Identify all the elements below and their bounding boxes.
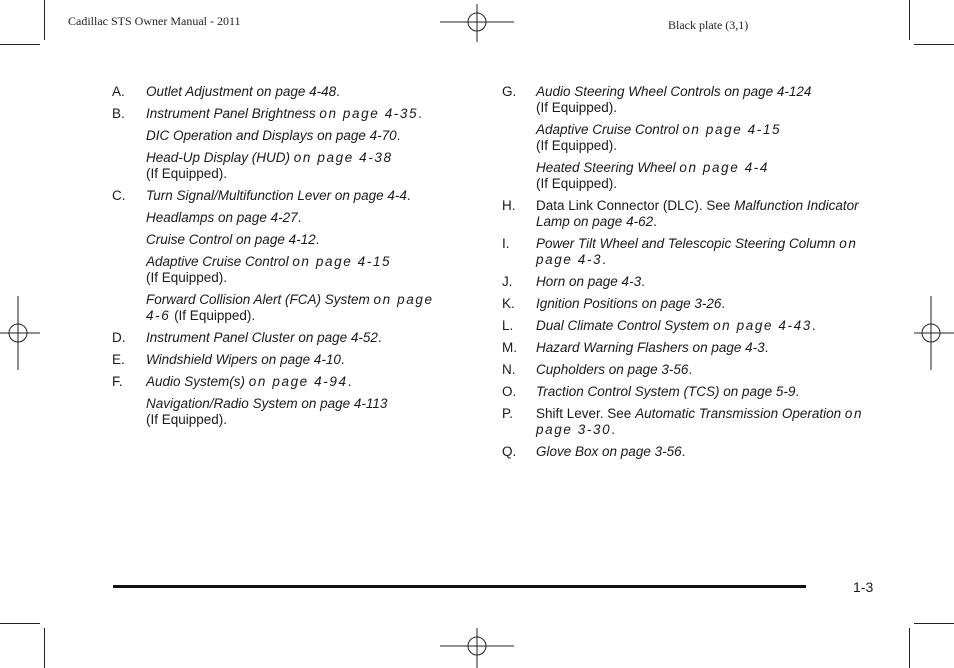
plain-text: . <box>418 106 422 121</box>
legend-item <box>146 210 442 226</box>
legend-entry <box>112 84 442 100</box>
cross-reference-text: Outlet Adjustment on page 4-48 <box>146 84 337 99</box>
legend-item <box>146 352 442 368</box>
footer-rule <box>113 585 806 588</box>
plain-text: . <box>681 444 686 459</box>
plain-text: . <box>611 422 615 437</box>
plain-text: . <box>602 252 606 267</box>
equipment-note: (If Equipped). <box>146 270 228 285</box>
equipment-note: (If Equipped). <box>146 412 228 427</box>
cross-reference-text: Automatic Transmission Operation <box>635 406 845 421</box>
legend-letter: F. <box>112 374 123 389</box>
legend-entry <box>502 406 882 438</box>
legend-entry <box>502 384 882 400</box>
legend-entry <box>112 374 442 428</box>
legend-item <box>536 444 882 460</box>
legend-item <box>146 374 442 390</box>
cross-reference-text: Traction Control System (TCS) on page 5-9 <box>536 384 796 399</box>
cross-reference-text: on page 4-35 <box>319 106 419 121</box>
legend-item <box>536 384 882 400</box>
cross-reference-text: Forward Collision Alert (FCA) System <box>146 292 374 307</box>
cross-reference-text: Heated Steering Wheel <box>536 160 680 175</box>
registration-mark-bottom <box>440 628 514 668</box>
cross-reference-text: Hazard Warning Flashers on page 4-3 <box>536 340 765 355</box>
plain-text: . <box>315 232 320 247</box>
plain-text: . <box>653 214 657 229</box>
legend-letter: J. <box>502 274 513 289</box>
left-column <box>112 84 442 434</box>
plain-text: (If Equipped). <box>170 308 256 323</box>
legend-item <box>536 122 882 154</box>
plain-text: . <box>340 352 345 367</box>
legend-entry <box>502 236 882 268</box>
legend-letter: H. <box>502 198 516 213</box>
legend-letter: I. <box>502 236 510 251</box>
registration-mark-top <box>440 4 514 42</box>
cross-reference-text: Instrument Panel Brightness <box>146 106 320 121</box>
legend-item <box>146 188 442 204</box>
legend-item <box>146 292 442 324</box>
crop-mark <box>44 628 45 668</box>
cross-reference-text: Adaptive Cruise Control <box>536 122 683 137</box>
legend-letter: N. <box>502 362 516 377</box>
crop-mark <box>909 0 910 40</box>
legend-item <box>536 84 882 116</box>
cross-reference-text: Dual Climate Control System <box>536 318 714 333</box>
legend-item <box>146 106 442 122</box>
plain-text: . <box>641 274 645 289</box>
cross-reference-text: on page 4-3 <box>536 236 858 267</box>
plain-text: . <box>795 384 800 399</box>
right-column <box>502 84 882 466</box>
crop-mark <box>914 44 954 45</box>
cross-reference-text: Audio Steering Wheel Controls on page 4-124 <box>536 84 812 99</box>
legend-letter: E. <box>112 352 125 367</box>
crop-mark <box>44 0 45 40</box>
cross-reference-text: on page 4-4 <box>679 160 770 175</box>
legend-letter: P. <box>502 406 514 421</box>
crop-mark <box>0 623 40 624</box>
equipment-note: (If Equipped). <box>536 100 618 115</box>
registration-mark-right <box>914 296 954 370</box>
legend-letter: L. <box>502 318 514 333</box>
legend-item <box>146 128 442 144</box>
legend-letter: D. <box>112 330 126 345</box>
legend-item <box>536 318 882 334</box>
plain-text: . <box>406 188 411 203</box>
cross-reference-text: Cupholders on page 3-56 <box>536 362 689 377</box>
legend-letter: M. <box>502 340 517 355</box>
equipment-note: (If Equipped). <box>536 176 618 191</box>
legend-entry <box>502 318 882 334</box>
plain-text: . <box>347 374 352 389</box>
legend-item <box>146 232 442 248</box>
plain-text: Shift Lever. See <box>536 406 636 421</box>
legend-entry <box>502 340 882 356</box>
plain-text: . <box>297 210 302 225</box>
legend-letter: O. <box>502 384 517 399</box>
plain-text: . <box>688 362 693 377</box>
legend-item <box>536 160 882 192</box>
legend-item <box>536 236 882 268</box>
plain-text: . <box>377 330 382 345</box>
legend-item <box>146 254 442 286</box>
cross-reference-text: Malfunction Indicator Lamp on page 4-62 <box>536 198 859 229</box>
legend-item <box>536 198 882 230</box>
cross-reference-text: on page 4-94 <box>248 374 348 389</box>
legend-letter: G. <box>502 84 517 99</box>
cross-reference-text: on page 4-15 <box>682 122 782 137</box>
registration-mark-left <box>0 296 40 370</box>
legend-entry <box>502 198 882 230</box>
legend-entry <box>112 188 442 324</box>
cross-reference-text: Audio System(s) <box>146 374 249 389</box>
legend-letter: K. <box>502 296 515 311</box>
cross-reference-text: Navigation/Radio System on page 4-113 <box>146 396 388 411</box>
legend-entry <box>112 106 442 182</box>
cross-reference-text: Windshield Wipers on page 4-10 <box>146 352 341 367</box>
plain-text: . <box>336 84 340 99</box>
legend-entry <box>502 84 882 192</box>
legend-item <box>536 340 882 356</box>
cross-reference-text: Instrument Panel Cluster on page 4-52 <box>146 330 378 345</box>
legend-item <box>536 296 882 312</box>
plain-text: Data Link Connector (DLC). See <box>536 198 735 213</box>
plain-text: . <box>396 128 401 143</box>
legend-item <box>146 150 442 182</box>
cross-reference-text: on page 3-30 <box>536 406 864 437</box>
legend-item <box>146 84 442 100</box>
cross-reference-text: on page 4-38 <box>293 150 393 165</box>
legend-item <box>146 330 442 346</box>
cross-reference-text: Glove Box on page 3-56 <box>536 444 682 459</box>
legend-letter: Q. <box>502 444 517 459</box>
legend-item <box>146 396 442 428</box>
legend-letter: C. <box>112 188 126 203</box>
page-number: 1-3 <box>853 579 874 595</box>
legend-entry <box>502 444 882 460</box>
cross-reference-text: on page 4-6 <box>146 292 434 323</box>
legend-item <box>536 274 882 290</box>
plate-label: Black plate (3,1) <box>668 18 749 32</box>
equipment-note: (If Equipped). <box>146 166 228 181</box>
legend-entry <box>502 296 882 312</box>
cross-reference-text: Cruise Control on page 4-12 <box>146 232 316 247</box>
crop-mark <box>909 628 910 668</box>
cross-reference-text: Adaptive Cruise Control <box>146 254 293 269</box>
crop-mark <box>914 623 954 624</box>
plain-text: . <box>811 318 816 333</box>
cross-reference-text: Head-Up Display (HUD) <box>146 150 294 165</box>
legend-item <box>536 362 882 378</box>
cross-reference-text: on page 4-15 <box>292 254 392 269</box>
cross-reference-text: Headlamps on page 4-27 <box>146 210 298 225</box>
legend-entry <box>502 274 882 290</box>
plain-text: . <box>721 296 726 311</box>
cross-reference-text: Turn Signal/Multifunction Lever on page 4-4 <box>146 188 407 203</box>
cross-reference-text: Power Tilt Wheel and Telescopic Steering Column <box>536 236 840 251</box>
legend-entry <box>112 352 442 368</box>
crop-mark <box>0 44 40 45</box>
legend-entry <box>502 362 882 378</box>
cross-reference-text: Ignition Positions on page 3-26 <box>536 296 722 311</box>
cross-reference-text: DIC Operation and Displays on page 4-70 <box>146 128 397 143</box>
legend-letter: B. <box>112 106 125 121</box>
legend-letter: A. <box>112 84 125 99</box>
running-header-title: Cadillac STS Owner Manual - 2011 <box>68 14 241 28</box>
cross-reference-text: on page 4-43 <box>713 318 812 333</box>
plain-text: . <box>764 340 769 355</box>
legend-item <box>536 406 882 438</box>
legend-entry <box>112 330 442 346</box>
cross-reference-text: Horn on page 4-3 <box>536 274 642 289</box>
equipment-note: (If Equipped). <box>536 138 618 153</box>
